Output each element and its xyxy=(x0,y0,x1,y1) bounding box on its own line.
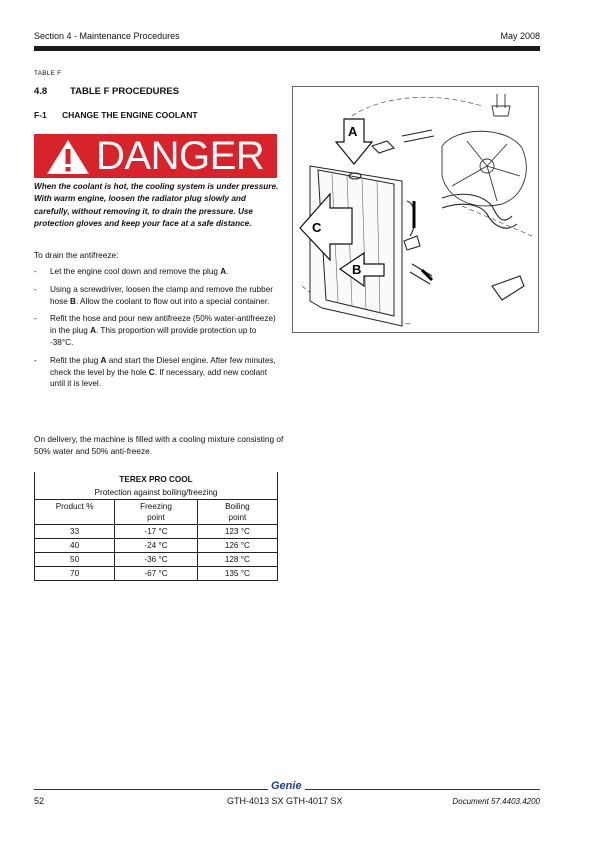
step-item: - Refit the hose and pour new antifreeze (50% water-antifreeze) in the plug A. This proportion will provide protection up to -38°C. xyxy=(34,314,276,347)
section-number: 4.8 xyxy=(34,86,48,97)
header-date: May 2008 xyxy=(500,31,540,41)
header-product: Product % xyxy=(35,500,115,525)
procedure-title: CHANGE THE ENGINE COOLANT xyxy=(62,110,198,120)
table-row: 40 -24 °C 126 °C xyxy=(35,539,278,553)
header-section: Section 4 - Maintenance Procedures xyxy=(34,31,180,41)
table-header-row xyxy=(35,500,278,525)
danger-warning-text: When the coolant is hot, the cooling system is under pressure. With warm engine, loosen the radiator plug slowly and carefully, without removing it, to drain the pressure. Use protection gloves and keep your face at a safe distance. xyxy=(34,182,279,229)
table-tag: TABLE F xyxy=(34,70,62,77)
coolant-table xyxy=(34,472,278,581)
procedure-heading xyxy=(34,110,198,120)
label-a: A xyxy=(348,124,358,139)
table-row: 33 -17 °C 123 °C xyxy=(35,525,278,539)
danger-label: DANGER xyxy=(96,134,265,178)
label-c: C xyxy=(312,220,322,235)
radiator-illustration xyxy=(292,86,539,333)
table-row: 70 -67 °C 135 °C xyxy=(35,567,278,581)
warning-triangle-icon xyxy=(46,139,90,175)
delivery-note: On delivery, the machine is filled with a cooling mixture consisting of 50% water and 50% anti-freeze. xyxy=(34,434,284,456)
label-b: B xyxy=(352,262,362,277)
header-freezing: Freezing point xyxy=(115,500,198,525)
table-title: TEREX PRO COOL xyxy=(35,472,278,486)
danger-banner xyxy=(34,134,277,178)
genie-logo: Genie xyxy=(268,780,305,792)
document-number: Document 57.4403.4200 xyxy=(452,797,540,806)
section-title: TABLE F PROCEDURES xyxy=(70,86,180,97)
procedure-number: F-1 xyxy=(34,110,47,120)
table-subtitle: Protection against boiling/freezing xyxy=(35,486,278,500)
model-names: GTH-4013 SX GTH-4017 SX xyxy=(227,796,343,806)
header-boiling: Boiling point xyxy=(197,500,277,525)
page-number: 52 xyxy=(34,796,45,806)
header-rule xyxy=(34,46,540,51)
step-item: - Let the engine cool down and remove the plug A. xyxy=(34,267,229,276)
drain-intro: To drain the antifreeze: xyxy=(34,250,119,260)
table-row: 50 -36 °C 128 °C xyxy=(35,553,278,567)
procedure-steps xyxy=(34,266,280,396)
step-item: - Refit the plug A and start the Diesel engine. After few minutes, check the level by the hole C. If necessary, add new coolant until it is level. xyxy=(34,355,276,389)
step-item: - Using a screwdriver, loosen the clamp and remove the rubber hose B. Allow the coolant to flow out into a special container. xyxy=(34,284,273,306)
section-heading xyxy=(34,86,179,97)
